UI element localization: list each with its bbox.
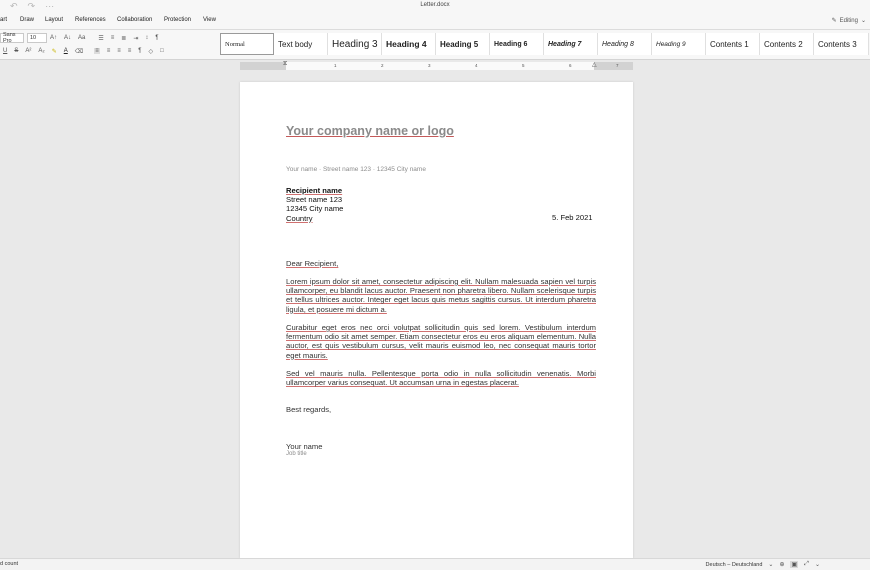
document-page[interactable] xyxy=(240,82,633,558)
line-spacing-icon[interactable]: ↕ xyxy=(145,35,149,41)
style-contents-1[interactable]: Contents 1 xyxy=(706,33,760,55)
ruler-number: 4 xyxy=(475,63,478,68)
chevron-down-icon[interactable]: ⌄ xyxy=(768,562,774,568)
title-bar xyxy=(0,0,870,14)
style-text-body[interactable]: Text body xyxy=(274,33,328,55)
menu-view[interactable]: View xyxy=(203,17,216,23)
ruler-number: 2 xyxy=(381,63,384,68)
justify-icon[interactable]: ≡ xyxy=(127,48,132,54)
highlight-icon[interactable]: ✎ xyxy=(51,48,57,55)
numbered-list-icon[interactable]: ≡ xyxy=(110,35,115,41)
recipient-address xyxy=(286,186,343,223)
toolbar-row-2 xyxy=(3,45,171,57)
undo-icon[interactable]: ↶ xyxy=(10,1,18,11)
recipient-country: Country xyxy=(286,213,313,223)
formatting-toolbar xyxy=(0,30,870,60)
align-right-icon[interactable]: ≡ xyxy=(117,48,121,54)
style-heading-5[interactable]: Heading 5 xyxy=(436,33,490,55)
horizontal-ruler[interactable] xyxy=(240,62,633,70)
style-heading-9[interactable]: Heading 9 xyxy=(652,33,706,55)
underline-icon[interactable]: U xyxy=(3,48,8,54)
align-left-icon[interactable]: ≡ xyxy=(95,48,99,54)
menu-protection[interactable]: Protection xyxy=(164,17,192,23)
indent-icon[interactable]: ⇥ xyxy=(133,35,139,42)
right-indent-marker[interactable]: △ xyxy=(592,62,597,68)
shrink-font-icon[interactable]: A↓ xyxy=(64,35,72,41)
style-heading-7[interactable]: Heading 7 xyxy=(544,33,598,55)
superscript-icon[interactable]: A² xyxy=(25,48,32,54)
chevron-down-icon: ⌄ xyxy=(860,18,866,24)
bullet-list-icon[interactable]: ☰ xyxy=(98,35,104,42)
borders-icon[interactable]: □ xyxy=(160,48,164,54)
chevron-down-icon[interactable]: ⌄ xyxy=(814,562,820,568)
ruler-number: 6 xyxy=(569,63,572,68)
more-icon[interactable]: ⋯ xyxy=(45,1,55,11)
strikethrough-icon[interactable]: S xyxy=(14,48,19,54)
style-contents-2[interactable]: Contents 2 xyxy=(760,33,814,55)
ruler-number: 1 xyxy=(334,63,337,68)
align-center-icon[interactable]: ≡ xyxy=(106,48,111,54)
body-paragraph: Lorem ipsum dolor sit amet, consectetur adipiscing elit. Nullam malesuada sapien vel turpis ullamcorper, eu blandit lacus auctor. Praesent non pharetra libero. Nullam scelerisque turpis et tellus ultrices auctor. Integer eget lacus quis metus sagittis cursus. Ut interdum pharetra ligula, et posuere mi dictum a. xyxy=(286,277,596,314)
document-title: Letter.docx xyxy=(420,2,450,8)
toolbar-row-1 xyxy=(0,32,166,44)
recipient-city: 12345 City name xyxy=(286,204,344,214)
font-family-select[interactable]: Sans Pro xyxy=(0,33,24,43)
style-heading-6[interactable]: Heading 6 xyxy=(490,33,544,55)
ruler-text-area xyxy=(286,62,594,70)
body-paragraph: Sed vel mauris nulla. Pellentesque porta odio in nulla sollicitudin venenatis. Morbi ullamcorper varius consequat. Ut accumsan urna in egestas placerat. xyxy=(286,369,596,388)
menu-references[interactable]: References xyxy=(75,17,106,23)
sender-line: Your name · Street name 123 · 12345 City name xyxy=(286,166,426,173)
style-contents-3[interactable]: Contents 3 xyxy=(814,33,869,55)
font-size-select[interactable]: 10 xyxy=(27,33,47,43)
redo-icon[interactable]: ↷ xyxy=(27,1,36,11)
recipient-street: Street name 123 xyxy=(286,195,343,205)
ruler-number: 7 xyxy=(616,63,619,68)
change-case-icon[interactable]: Aa xyxy=(78,35,86,41)
ruler-number: 3 xyxy=(428,63,431,68)
salutation: Dear Recipient, xyxy=(286,259,339,268)
clear-format-icon[interactable]: ¶ xyxy=(155,35,159,41)
menu-collaboration[interactable]: Collaboration xyxy=(117,17,153,23)
status-bar xyxy=(0,558,870,570)
outline-list-icon[interactable]: ≣ xyxy=(121,35,127,42)
menu-draw[interactable]: Draw xyxy=(20,17,35,23)
style-heading-3[interactable]: Heading 3 xyxy=(328,33,382,55)
styles-gallery xyxy=(220,33,869,55)
style-normal[interactable]: Normal xyxy=(220,33,274,55)
style-heading-4[interactable]: Heading 4 xyxy=(382,33,436,55)
body-paragraph: Curabitur eget eros nec orci volutpat sollicitudin quis sed lorem. Vestibulum interdum fermentum odio sit amet semper. Etiam consectetur eros eu eros aliquam elementum. Nulla auctor, est quis vestibulum cursus, velit mauris euismod leo, nec consequat mauris tortor eget mauris. xyxy=(286,323,596,360)
editing-label: Editing xyxy=(839,17,858,24)
pencil-icon: ✎ xyxy=(831,18,837,24)
signature-title: Job title xyxy=(286,451,307,457)
company-logo-placeholder: Your company name or logo xyxy=(286,124,454,138)
shading-icon[interactable]: ◇ xyxy=(148,48,154,55)
status-right-group xyxy=(706,561,820,568)
signature-name: Your name xyxy=(286,442,323,451)
recipient-name: Recipient name xyxy=(286,186,343,195)
closing: Best regards, xyxy=(286,405,332,414)
left-indent-marker[interactable]: ⧖ xyxy=(283,61,288,67)
globe-icon[interactable]: ⊕ xyxy=(779,562,785,568)
grow-font-icon[interactable]: A↑ xyxy=(50,35,58,41)
font-color-icon[interactable]: A xyxy=(63,48,68,54)
paragraph-settings-icon[interactable]: ¶ xyxy=(138,48,142,54)
eraser-icon[interactable]: ⌫ xyxy=(74,48,84,55)
subscript-icon[interactable]: A₂ xyxy=(38,48,45,54)
expand-icon[interactable]: ⤢ xyxy=(804,561,809,567)
menubar xyxy=(0,14,870,30)
ruler-number: 5 xyxy=(522,63,525,68)
menu-layout[interactable]: Layout xyxy=(45,17,64,23)
page-view-icon[interactable]: ▣ xyxy=(791,562,798,568)
style-heading-8[interactable]: Heading 8 xyxy=(598,33,652,55)
menu-insert[interactable]: art xyxy=(0,17,8,23)
editing-mode-button[interactable] xyxy=(832,17,866,24)
word-count[interactable]: d count xyxy=(0,561,19,567)
letter-date: 5. Feb 2021 xyxy=(552,213,593,222)
language-select[interactable]: Deutsch – Deutschland xyxy=(705,561,763,568)
